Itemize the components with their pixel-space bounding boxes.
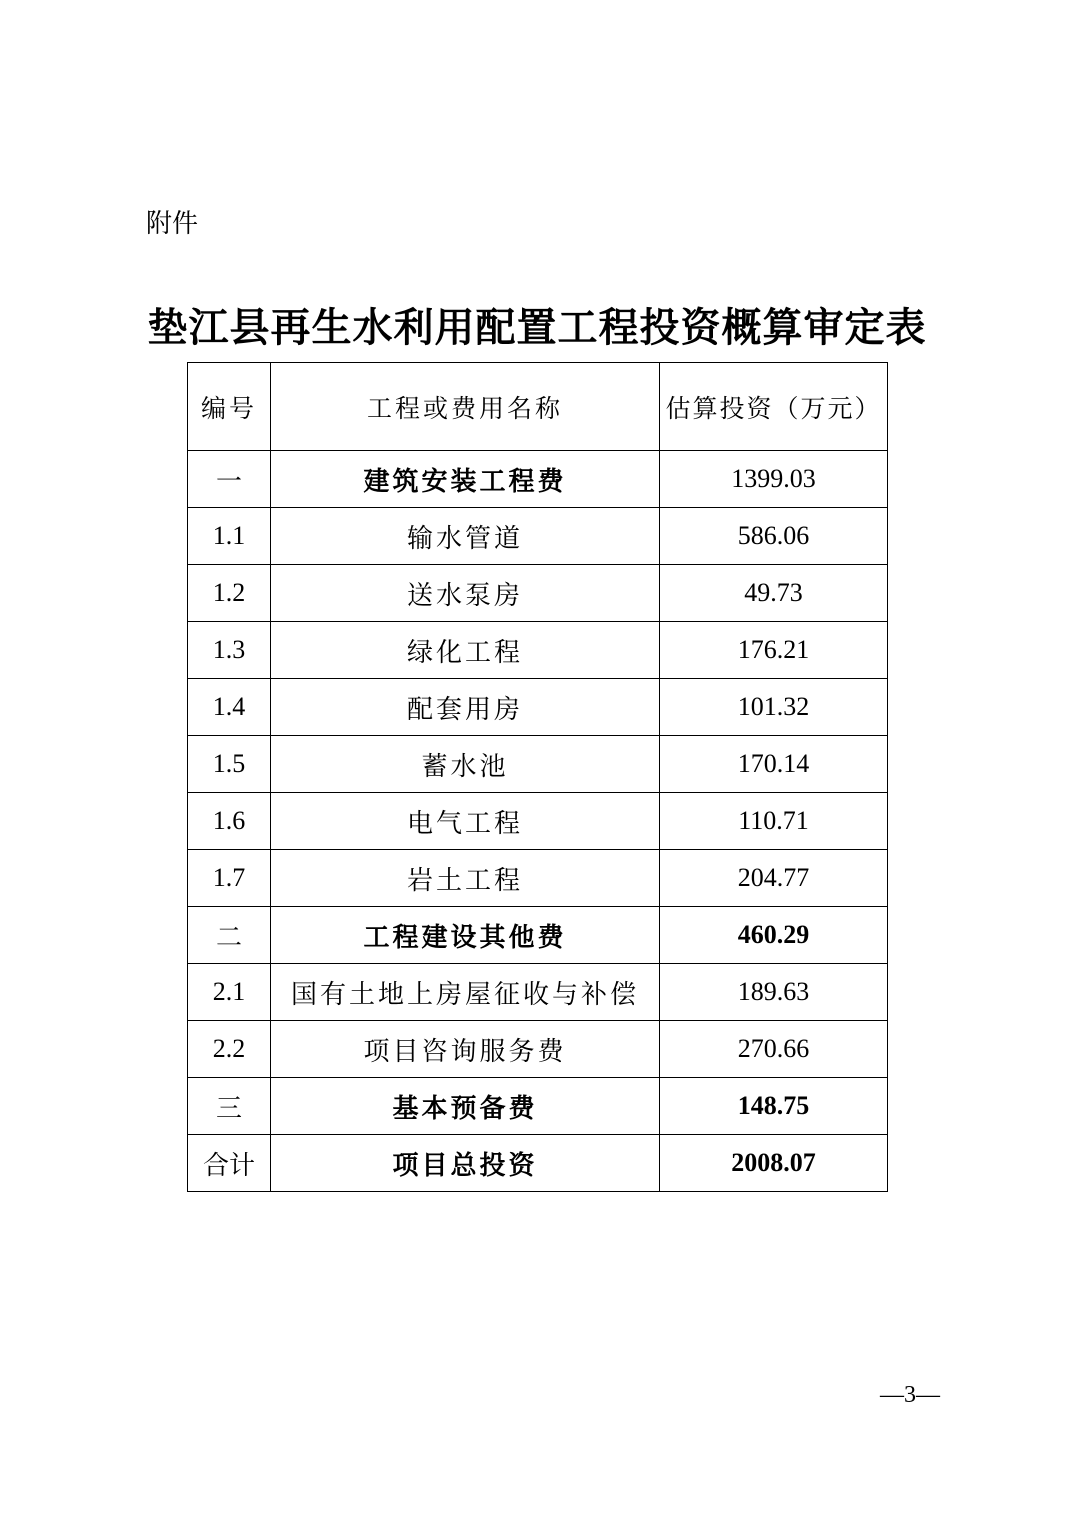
row-value: 148.75 [660, 1078, 888, 1135]
row-number: 2.2 [188, 1021, 271, 1078]
table-row [188, 850, 888, 907]
row-name: 岩土工程 [271, 850, 660, 907]
header-name: 工程或费用名称 [271, 363, 660, 451]
page-number: —3— [880, 1382, 940, 1408]
document-title: 垫江县再生水利用配置工程投资概算审定表 [147, 304, 927, 351]
row-name: 蓄水池 [271, 736, 660, 793]
table-row [188, 1078, 888, 1135]
row-number: 1.6 [188, 793, 271, 850]
table-row [188, 679, 888, 736]
row-name: 工程建设其他费 [271, 907, 660, 964]
row-value: 460.29 [660, 907, 888, 964]
row-value: 204.77 [660, 850, 888, 907]
table-row-total [188, 1135, 888, 1192]
row-value: 110.71 [660, 793, 888, 850]
row-name: 国有土地上房屋征收与补偿 [271, 964, 660, 1021]
header-number: 编号 [188, 363, 271, 451]
row-value: 2008.07 [660, 1135, 888, 1192]
row-name: 绿化工程 [271, 622, 660, 679]
attachment-label: 附件 [146, 209, 199, 239]
table-header-row [188, 363, 888, 451]
row-value: 49.73 [660, 565, 888, 622]
row-name: 基本预备费 [271, 1078, 660, 1135]
table-row [188, 793, 888, 850]
header-investment: 估算投资（万元） [660, 363, 888, 451]
row-value: 270.66 [660, 1021, 888, 1078]
row-number: 1.1 [188, 508, 271, 565]
row-value: 170.14 [660, 736, 888, 793]
row-name: 配套用房 [271, 679, 660, 736]
row-number: 一 [188, 451, 271, 508]
row-number: 1.3 [188, 622, 271, 679]
row-name: 建筑安装工程费 [271, 451, 660, 508]
row-number: 2.1 [188, 964, 271, 1021]
table-row [188, 622, 888, 679]
row-number: 1.4 [188, 679, 271, 736]
table-row [188, 907, 888, 964]
row-value: 1399.03 [660, 451, 888, 508]
row-name: 项目总投资 [271, 1135, 660, 1192]
row-number: 合计 [188, 1135, 271, 1192]
table-row [188, 451, 888, 508]
row-number: 1.2 [188, 565, 271, 622]
row-name: 项目咨询服务费 [271, 1021, 660, 1078]
budget-table [187, 362, 888, 1192]
row-number: 二 [188, 907, 271, 964]
row-value: 176.21 [660, 622, 888, 679]
row-value: 586.06 [660, 508, 888, 565]
row-value: 101.32 [660, 679, 888, 736]
table-row [188, 736, 888, 793]
row-name: 输水管道 [271, 508, 660, 565]
table-row [188, 508, 888, 565]
table-row [188, 964, 888, 1021]
row-number: 三 [188, 1078, 271, 1135]
row-number: 1.7 [188, 850, 271, 907]
row-name: 送水泵房 [271, 565, 660, 622]
row-name: 电气工程 [271, 793, 660, 850]
table-row [188, 565, 888, 622]
row-number: 1.5 [188, 736, 271, 793]
table-row [188, 1021, 888, 1078]
row-value: 189.63 [660, 964, 888, 1021]
